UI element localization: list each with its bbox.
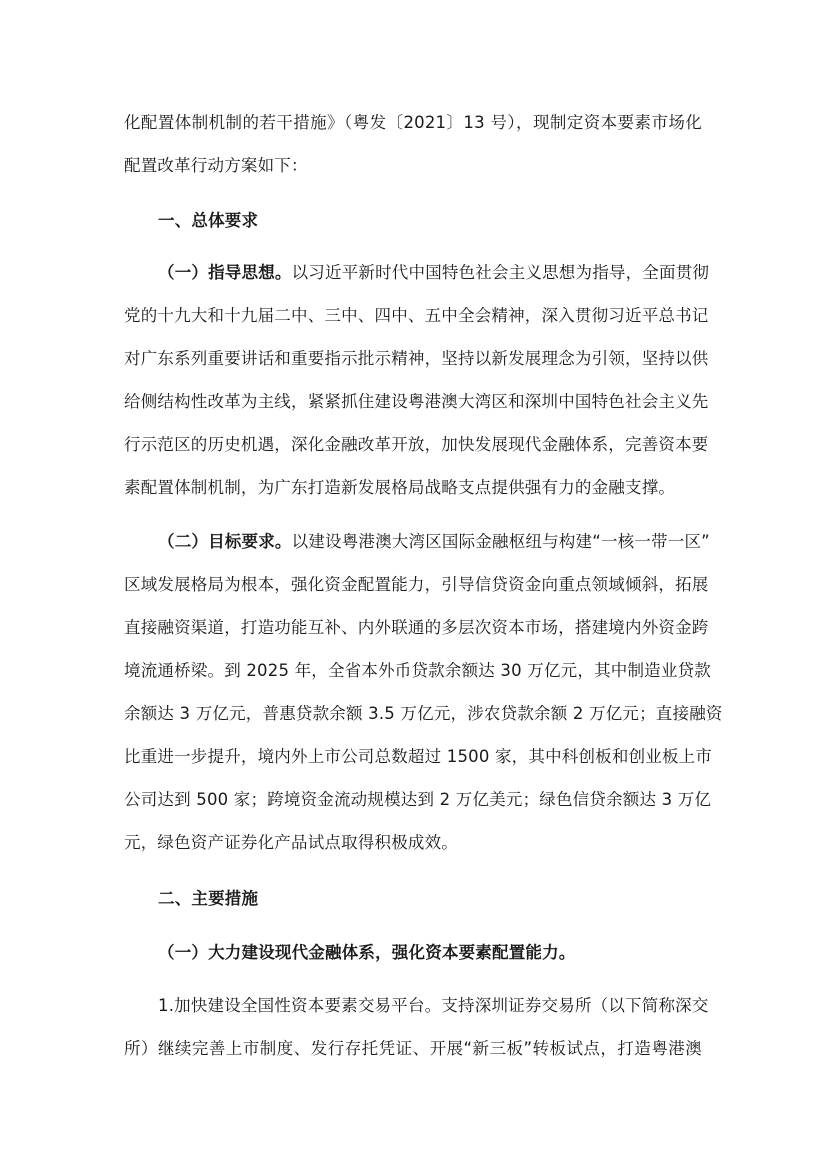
paragraph-line bbox=[0, 1034, 827, 1064]
paragraph-line bbox=[0, 656, 827, 686]
item-1-2-line: 直接融资渠道，打造功能互补、内外联通的多层次资本市场，搭建境内外资金跨 bbox=[124, 618, 709, 637]
paragraph-line bbox=[0, 151, 827, 181]
subsection-heading bbox=[0, 938, 827, 968]
item-1-2-line: 比重进一步提升，境内外上市公司总数超过 1500 家，其中科创板和创业板上市 bbox=[124, 747, 713, 766]
paragraph-line bbox=[0, 527, 827, 557]
item-1-2-line: 区域发展格局为根本，强化资金配置能力，引导信贷资金向重点领域倾斜，拓展 bbox=[124, 575, 709, 594]
item-1-1-line: 素配置体制机制，为广东打造新发展格局战略支点提供强有力的金融支撑。 bbox=[124, 478, 676, 497]
item-1-2-line: 余额达 3 万亿元，普惠贷款余额 3.5 万亿元，涉农贷款余额 2 万亿元；直接融资 bbox=[124, 704, 723, 723]
section-2-heading: 二、主要措施 bbox=[158, 889, 259, 908]
paragraph-line bbox=[0, 387, 827, 417]
item-1-2-label: （二）目标要求。 bbox=[158, 532, 292, 551]
paragraph-line bbox=[0, 473, 827, 503]
section-heading bbox=[0, 884, 827, 914]
item-1-2-first-line bbox=[158, 527, 710, 557]
item-1-2-line: 元，绿色资产证券化产品试点取得积极成效。 bbox=[124, 833, 458, 852]
item-2-1-1-line: 所）继续完善上市制度、发行存托凭证、开展“新三板”转板试点，打造粤港澳 bbox=[124, 1039, 702, 1058]
paragraph-line bbox=[0, 991, 827, 1021]
item-1-1-line: 行示范区的历史机遇，深化金融改革开放，加快发展现代金融体系，完善资本要 bbox=[124, 435, 709, 454]
intro-line-1: 化配置体制机制的若干措施》（粤发〔2021〕13 号），现制定资本要素市场化 bbox=[124, 113, 702, 132]
paragraph-line bbox=[0, 258, 827, 288]
section-heading bbox=[0, 206, 827, 236]
paragraph-line bbox=[0, 570, 827, 600]
paragraph-line bbox=[0, 613, 827, 643]
paragraph-line bbox=[0, 699, 827, 729]
item-2-1-heading: （一）大力建设现代金融体系，强化资本要素配置能力。 bbox=[158, 943, 576, 962]
paragraph-line bbox=[0, 301, 827, 331]
paragraph-line bbox=[0, 785, 827, 815]
item-1-1-label: （一）指导思想。 bbox=[158, 263, 292, 282]
item-1-1-line: 给侧结构性改革为主线，紧紧抓住建设粤港澳大湾区和深圳中国特色社会主义先 bbox=[124, 392, 709, 411]
item-1-2-line: 境流通桥梁。到 2025 年，全省本外币贷款余额达 30 万亿元，其中制造业贷款 bbox=[124, 661, 711, 680]
paragraph-line bbox=[0, 742, 827, 772]
paragraph-line bbox=[0, 108, 827, 138]
paragraph-line bbox=[0, 344, 827, 374]
item-1-1-line: 对广东系列重要讲话和重要指示批示精神，坚持以新发展理念为引领，坚持以供 bbox=[124, 349, 709, 368]
item-1-2-first-line-text: 以建设粤港澳大湾区国际金融枢纽与构建“一核一带一区” bbox=[291, 532, 710, 551]
intro-line-2: 配置改革行动方案如下： bbox=[124, 156, 308, 175]
item-2-1-1-first-line: 1.加快建设全国性资本要素交易平台。支持深圳证券交易所（以下简称深交 bbox=[158, 996, 709, 1015]
section-1-heading: 一、总体要求 bbox=[158, 211, 259, 230]
item-1-1-first-line bbox=[158, 258, 710, 288]
paragraph-line bbox=[0, 828, 827, 858]
item-1-1-line: 党的十九大和十九届二中、三中、四中、五中全会精神，深入贯彻习近平总书记 bbox=[124, 306, 709, 325]
paragraph-line bbox=[0, 430, 827, 460]
item-1-2-line: 公司达到 500 家；跨境资金流动规模达到 2 万亿美元；绿色信贷余额达 3 万亿 bbox=[124, 790, 712, 809]
item-1-1-first-line-text: 以习近平新时代中国特色社会主义思想为指导，全面贯彻 bbox=[291, 263, 710, 282]
